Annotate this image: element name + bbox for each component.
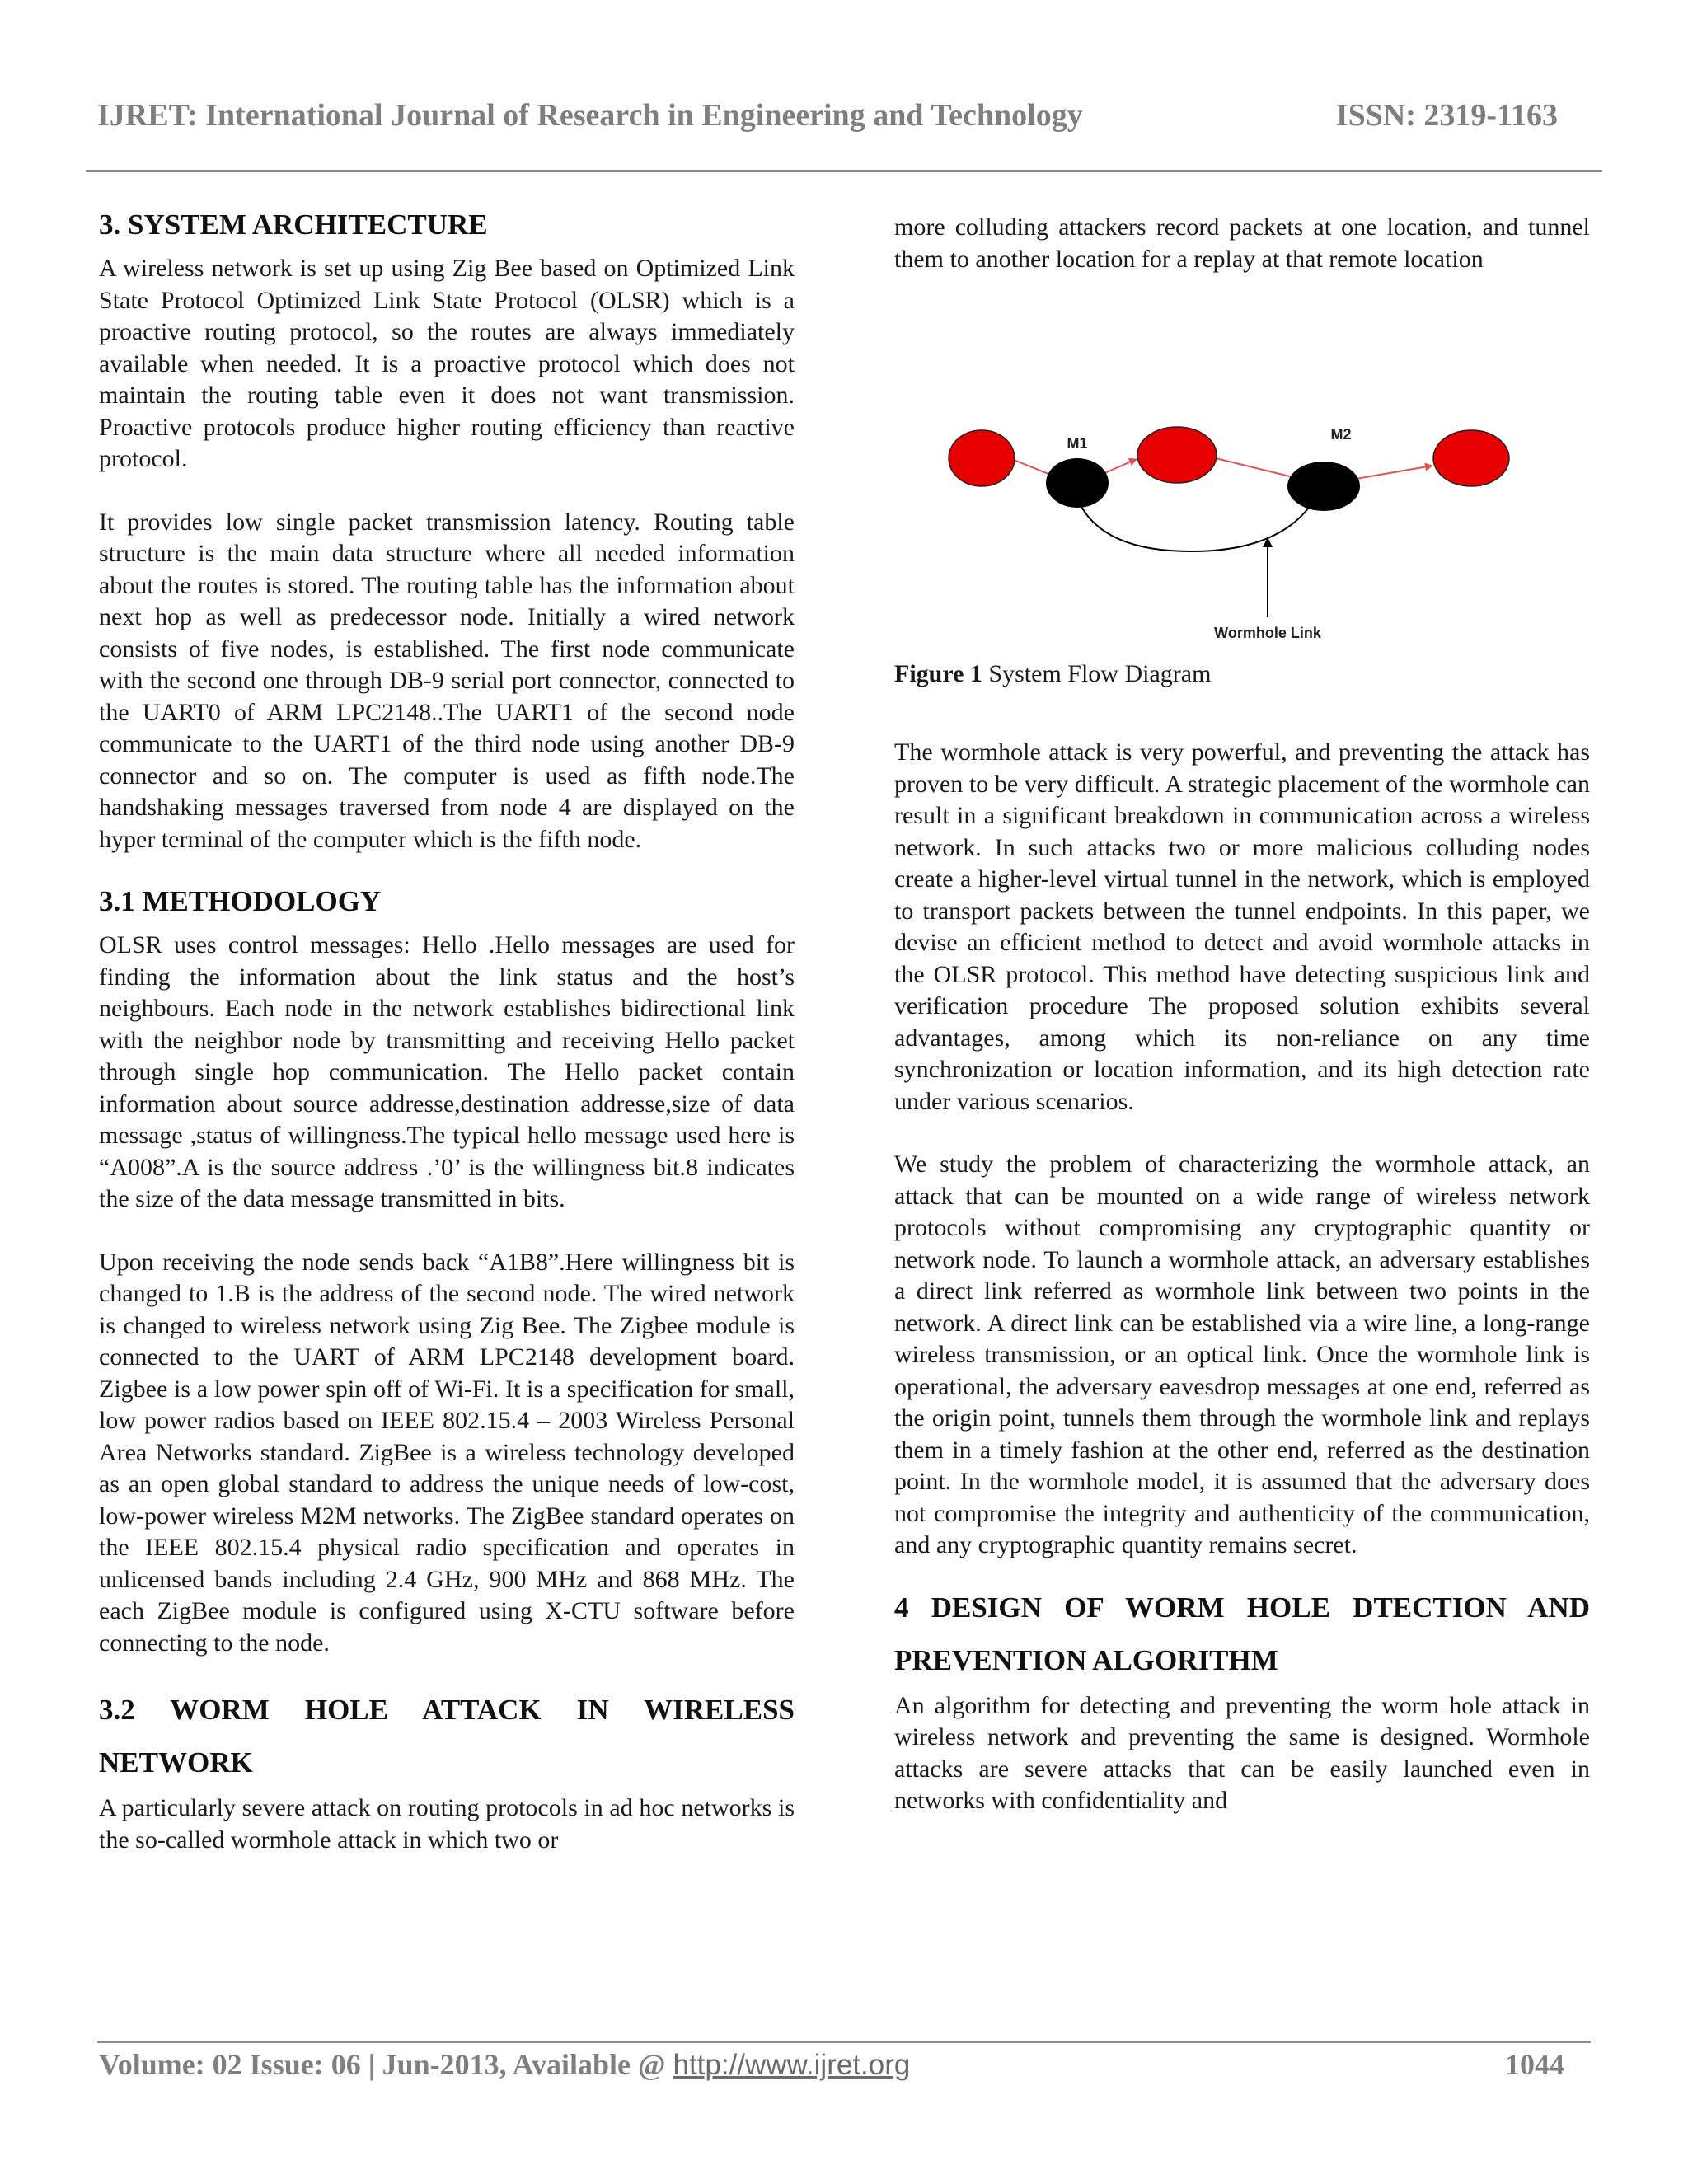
right-paragraph-2: We study the problem of characterizing the wormhole attack, an attack that can be mounted on a wide range of wireless network protocols without compromising any cryptographic quantity or network node. To launch a wormhole attack, an adversary establishes a direct link referred as wormhole link between two points in the network. A direct link can be established via a wire line, a long-range wireless transmission, or an optical link. Once the wormhole link is operational, the adversary eavesdrop messages at one end, referred as the origin point, tunnels them through the wormhole link and replays them in a timely fashion at the other end, referred as the destination point. In the wormhole model, it is assumed that the adversary does not compromise the integrity and authenticity of the communication, and any cryptographic quantity remains secret.: [894, 1151, 1590, 1558]
section-3-1-paragraph-2: Upon receiving the node sends back “A1B8”.Here willingness bit is changed to 1.B is the address of the second node. The wired network is changed to wireless network using Zig Bee. The Zigbee module is connected to the UART of ARM LPC2148 development board. Zigbee is a low power spin off of Wi-Fi. It is a specification for small, low power radios based on IEEE 802.15.4 – 2003 Wireless Personal Area Networks standard. ZigBee is a wireless technology developed as an open global standard to address the unique needs of low-cost, low-power wireless M2M networks. The ZigBee standard operates on the IEEE 802.15.4 physical radio specification and operates in unlicensed bands including 2.4 GHz, 900 MHz and 868 MHz. The each ZigBee module is configured using X-CTU software before connecting to the node.: [99, 1248, 795, 1657]
continued-paragraph: more colluding attackers record packets at one location, and tunnel them to another location for a replay at that remote location: [894, 213, 1590, 273]
figure-caption: [894, 658, 1590, 691]
page-header: [97, 97, 1591, 148]
figure-caption-label: Figure 1: [894, 660, 982, 687]
footer-url-link[interactable]: http://www.ijret.org: [673, 2049, 911, 2081]
section-3-paragraph-1: A wireless network is set up using Zig Bee based on Optimized Link State Protocol Optimized Link State Protocol (OLSR) which is a proactive routing protocol, so the routes are always immediately available when needed. It is a proactive protocol which does not maintain the routing table even it does not want transmission. Proactive protocols produce higher routing efficiency than reactive protocol.: [99, 255, 795, 472]
footer-volume: [99, 2047, 910, 2082]
system-flow-diagram: [894, 399, 1590, 646]
section-3-1-title: 3.1 METHODOLOGY: [99, 885, 382, 917]
wormhole-curve: [1077, 498, 1315, 551]
journal-title: IJRET: International Journal of Research in Engineering and Technology: [97, 98, 1083, 133]
section-4-title: 4 DESIGN OF WORM HOLE DTECTION AND PREVENTION ALGORITHM: [894, 1591, 1590, 1676]
page-footer: [99, 2047, 1589, 2088]
left-column: [99, 209, 795, 1856]
normal-node-2: [1137, 427, 1217, 483]
right-column: [894, 212, 1590, 1817]
issn: ISSN: 2319-1163: [1335, 98, 1558, 133]
normal-node-3: [1433, 430, 1509, 486]
header-rule: [86, 170, 1602, 172]
section-3-paragraph-2: It provides low single packet transmission latency. Routing table structure is the main data structure where all needed information about the routes is stored. The routing table has the information about next hop as well as predecessor node. Initially a wired network consists of five nodes, is established. The first node communicate with the second one through DB-9 serial port connector, connected to the UART0 of ARM LPC2148..The UART1 of the second node communicate to the UART1 of the third node using another DB-9 connector and so on. The computer is used as fifth node.The handshaking messages traversed from node 4 are displayed on the hyper terminal of the computer which is the fifth node.: [99, 508, 795, 853]
label-m1: M1: [1067, 435, 1088, 452]
right-paragraph-1: The wormhole attack is very powerful, and preventing the attack has proven to be very difficult. A strategic placement of the wormhole can result in a significant breakdown in communication across a wireless network. In such attacks two or more malicious colluding nodes create a higher-level virtual tunnel in the network, which is employed to transport packets between the tunnel endpoints. In this paper, we devise an efficient method to detect and avoid wormhole attacks in the OLSR protocol. This method have detecting suspicious link and verification procedure The proposed solution exhibits several advantages, among which its non-reliance on any time synchronization or location information, and its high detection rate under various scenarios.: [894, 738, 1590, 1115]
section-3-title: 3. SYSTEM ARCHITECTURE: [99, 209, 488, 241]
footer-rule: [97, 2041, 1591, 2043]
figure-1: [894, 399, 1590, 737]
section-3-2-paragraph-1: A particularly severe attack on routing protocols in ad hoc networks is the so-called wormhole attack in which two or: [99, 1794, 795, 1854]
label-wormhole-link: Wormhole Link: [1214, 625, 1321, 641]
figure-caption-text: System Flow Diagram: [982, 660, 1212, 687]
section-3-2-title: 3.2 WORM HOLE ATTACK IN WIRELESS NETWORK: [99, 1694, 795, 1779]
page-number: 1044: [1505, 2048, 1564, 2081]
label-m2: M2: [1330, 426, 1352, 443]
malicious-node-m1: [1046, 458, 1109, 508]
normal-node-1: [949, 430, 1015, 486]
malicious-node-m2: [1287, 462, 1360, 511]
arrow-n2-m2: [1216, 458, 1303, 480]
section-3-1-paragraph-1: OLSR uses control messages: Hello .Hello messages are used for finding the information about the link status and the host’s neighbours. Each node in the network establishes bidirectional link with the neighbor node by transmitting and receiving Hello packet through single hop communication. The Hello packet contain information about source addresse,destination addresse,size of data message ,status of willingness.The typical hello message used here is “A008”.A is the source address .’0’ is the willingness bit.8 indicates the size of the data message transmitted in bits.: [99, 931, 795, 1212]
footer-volume-text: Volume: 02 Issue: 06 | Jun-2013, Available @: [99, 2048, 673, 2081]
section-4-paragraph-1: An algorithm for detecting and preventing the worm hole attack in wireless network and preventing the same is designed. Wormhole attacks are severe attacks that can be easily launched even in networks with confidentiality and: [894, 1691, 1590, 1814]
